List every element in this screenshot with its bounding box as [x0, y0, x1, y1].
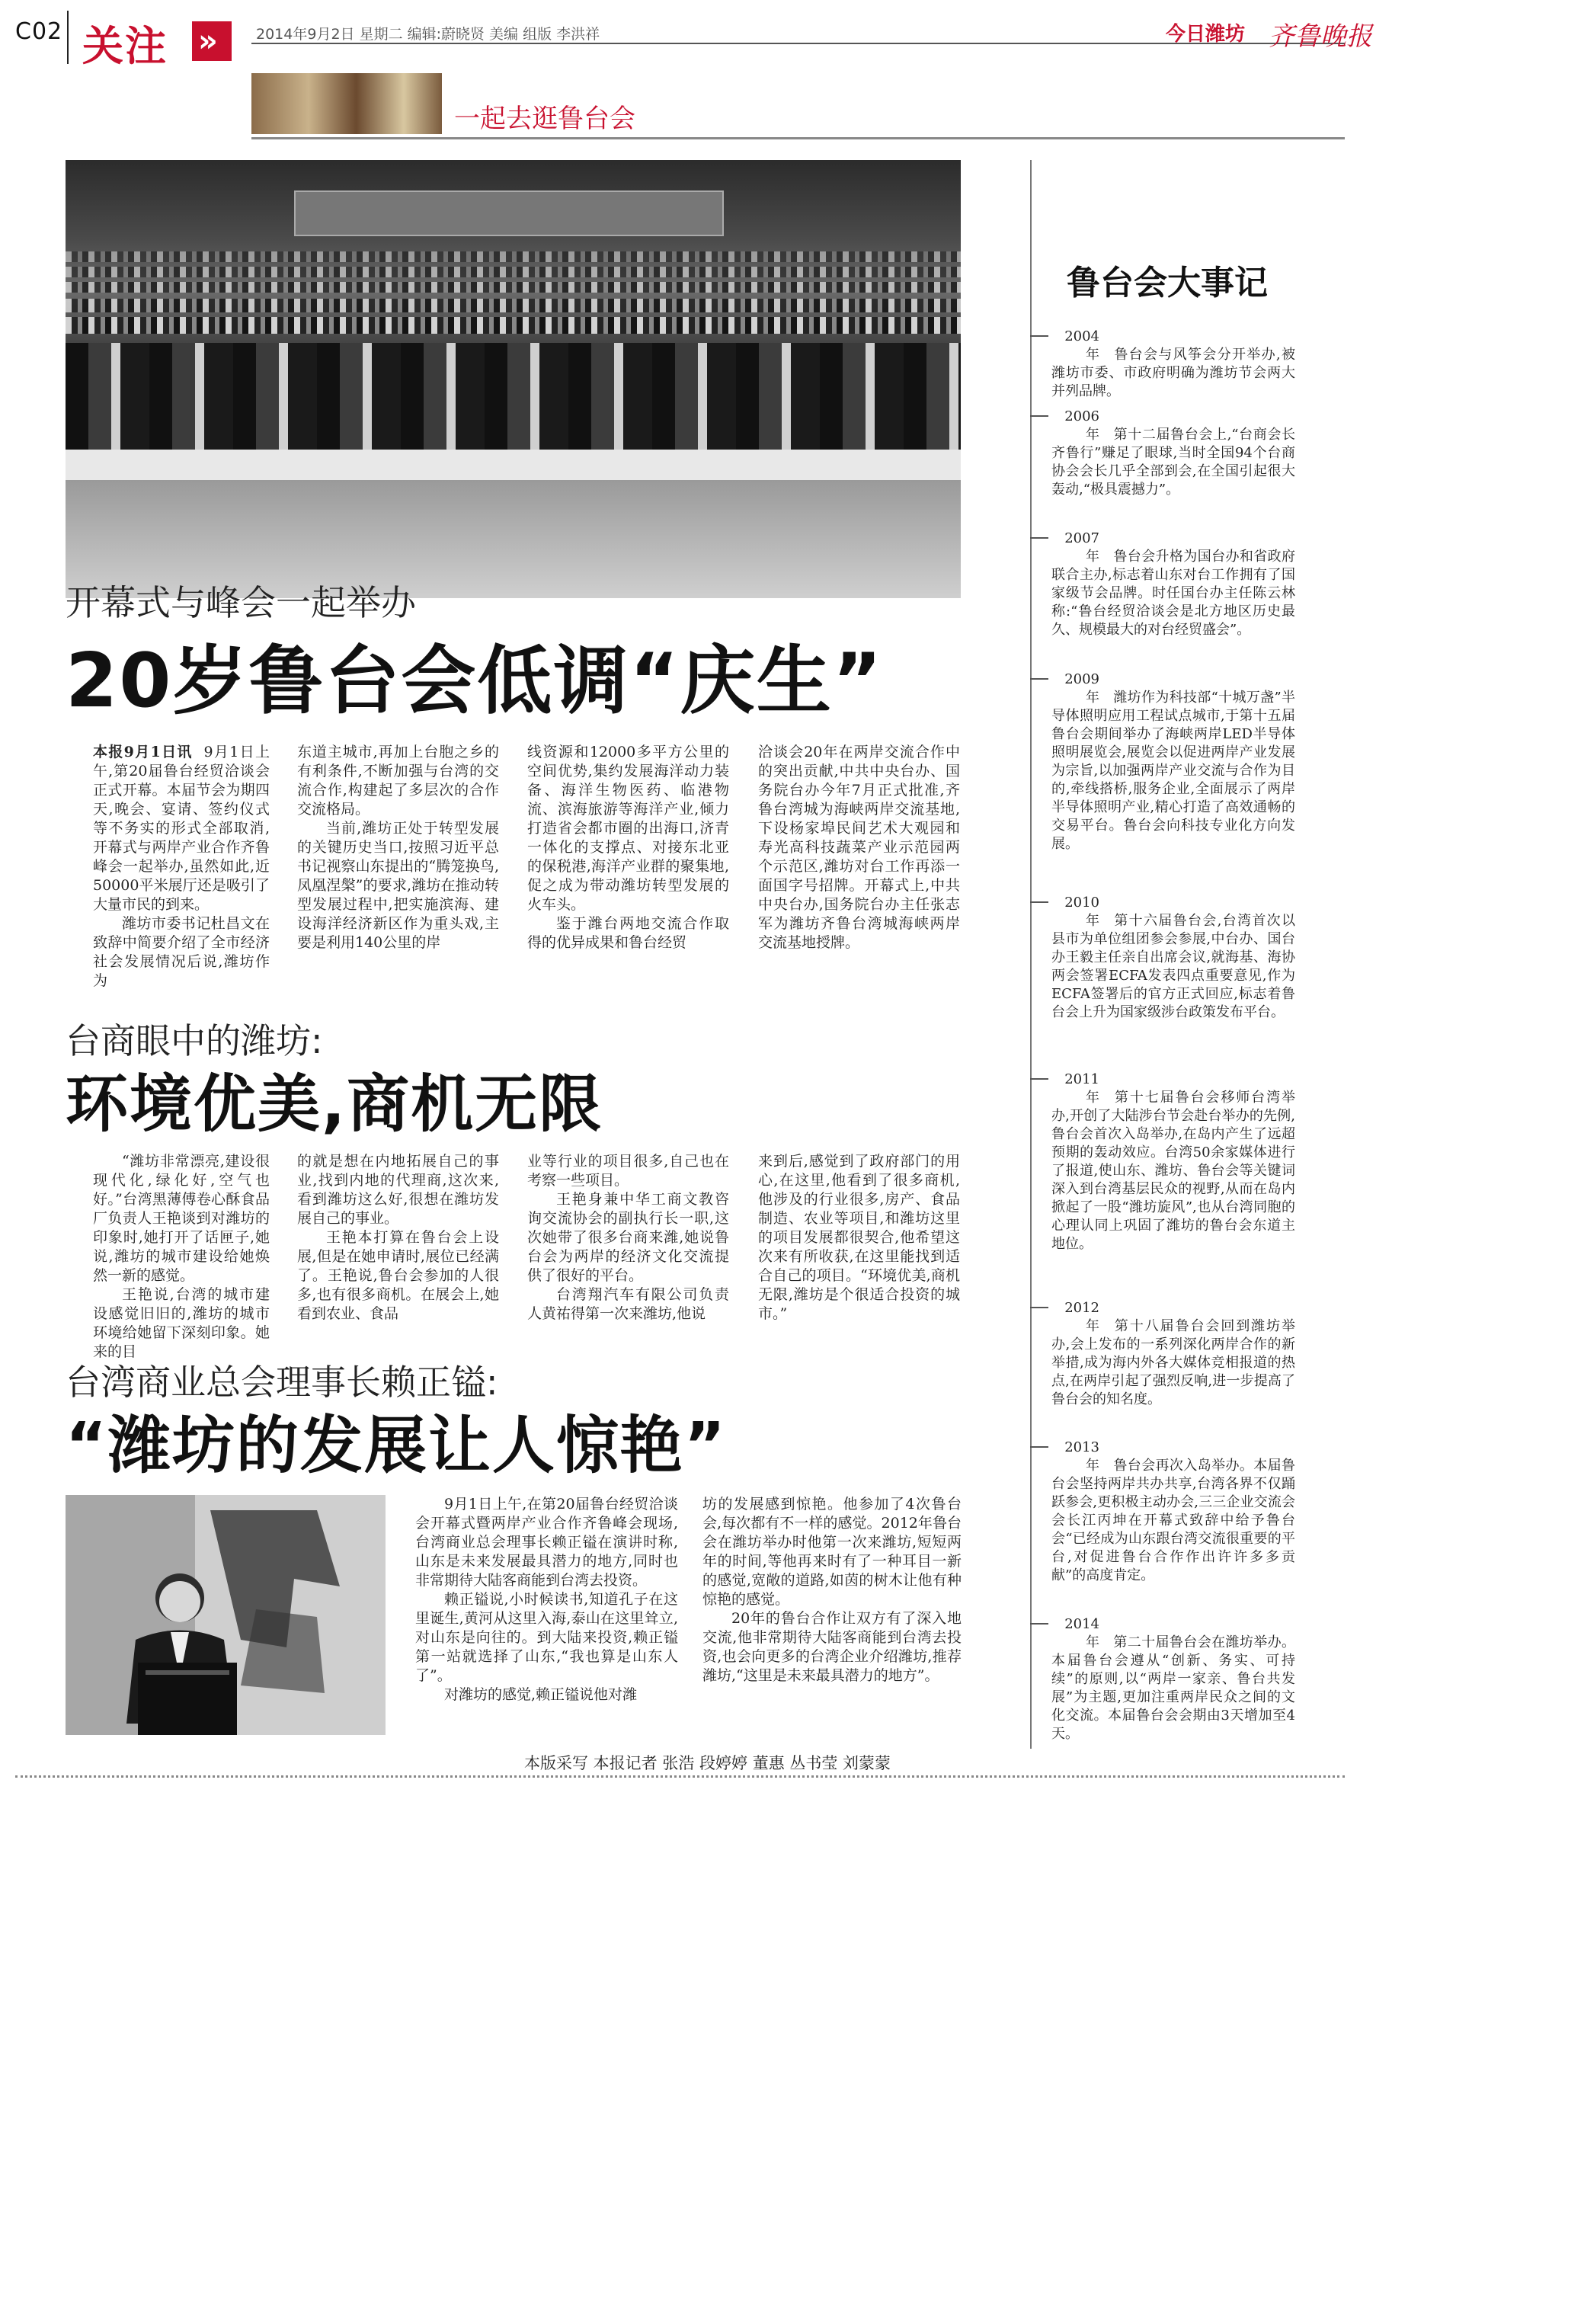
timeline-event: [1051, 530, 1295, 639]
timeline-event: [1051, 1071, 1295, 1253]
article3-column-1: [415, 1495, 678, 1705]
paragraph: 王艳身兼中华工商文教咨询交流协会的副执行长一职,这次她带了很多台商来潍,她说鲁台会为两岸的经济文化交流提供了很好的平台。: [527, 1191, 729, 1284]
audience-row: [66, 317, 961, 334]
audience-row: [66, 299, 961, 312]
opening-ceremony-photo: [66, 160, 961, 598]
audience-row: [66, 282, 961, 293]
paragraph: 9月1日上午,第20届鲁台经贸洽谈会正式开幕。本届节会为期四天,晚会、宴请、签约仪式等不务实的形式全部取消,开幕式与两岸产业合作齐鲁峰会一起举办,虽然如此,近50000平米展厅还是吸引了大量市民的到来。: [93, 744, 270, 913]
timeline-tick: [1030, 1078, 1048, 1080]
paragraph: 潍坊市委书记杜昌文在致辞中简要介绍了全市经济社会发展情况后说,潍坊作为: [93, 915, 270, 989]
feature-thumbnail-image: [251, 73, 442, 134]
sidebar-divider: [1030, 160, 1032, 1749]
event-text: 鲁台会再次入岛举办。本届鲁台会坚持两岸共办共享,台湾各界不仅踊跃参会,更积极主动办会,三三企业交流会会长江丙坤在开幕式致辞中给予鲁台会“已经成为山东跟台湾交流很重要的平台,对促进鲁台合作作出许许多多贡献”的高度肯定。: [1051, 1458, 1295, 1583]
timeline-tick: [1030, 1307, 1048, 1308]
page-number: C02: [15, 18, 63, 45]
timeline-tick: [1030, 678, 1048, 680]
article3-kicker: 台湾商业总会理事长赖正镒:: [66, 1362, 498, 1403]
header-bottom-rule: [251, 137, 1345, 139]
issue-meta: 2014年9月2日 星期二 编辑:蔚晓贤 美编 组版 李洪祥: [256, 26, 600, 43]
article3-headline: “潍坊的发展让人惊艳”: [66, 1410, 727, 1482]
event-year: 2007年: [1064, 530, 1099, 565]
paragraph: 台湾翔汽车有限公司负责人黄祐得第一次来潍坊,他说: [527, 1286, 729, 1322]
paragraph: 洽谈会20年在两岸交流合作中的突出贡献,中共中央台办、国务院台办今年7月正式批准,齐鲁台湾城为海峡两岸交流基地,下设杨家埠民间艺术大观园和寿光高科技蔬菜产业示范园两个示范区,潍坊对台工作再添一面国字号招牌。开幕式上,中共中央台办,国务院台办主任张志军为潍坊齐鲁台湾城海峡两岸交流基地授牌。: [758, 744, 960, 951]
sidebar-title: 鲁台会大事记: [1067, 264, 1268, 303]
event-year: 2010年: [1064, 895, 1099, 929]
event-year: 2004年: [1064, 328, 1099, 363]
article1-column-4: [758, 743, 960, 952]
byline: 本版采写 本报记者 张浩 段婷婷 董惠 丛书莹 刘蒙蒙: [524, 1754, 891, 1772]
paragraph: 当前,潍坊正处于转型发展的关键历史当口,按照习近平总书记视察山东提出的“腾笼换鸟,凤凰涅槃”的要求,潍坊在推动转型发展过程中,把实施滨海、建设海洋经济新区作为重头戏,主要是利用140公里的岸: [297, 820, 499, 951]
event-text: 第十二届鲁台会上,“台商会长齐鲁行”赚足了眼球,当时全国94个台商协会会长几乎全部到会,在全国引起很大轰动,“极具震撼力”。: [1051, 427, 1295, 498]
event-year: 2014年: [1064, 1616, 1099, 1650]
dateline: 本报9月1日讯: [93, 744, 193, 760]
event-year: 2012年: [1064, 1300, 1099, 1334]
article1-headline: 20岁鲁台会低调“庆生”: [66, 638, 884, 725]
paragraph: 9月1日上午,在第20届鲁台经贸洽谈会开幕式暨两岸产业合作齐鲁峰会现场,台湾商业总会理事长赖正镒在演讲时称,山东是未来发展最具潜力的地方,同时也非常期待大陆客商能到台湾去投资。: [415, 1496, 678, 1589]
article2-column-3: [527, 1152, 729, 1324]
front-table: [66, 450, 961, 480]
event-year: 2006年: [1064, 408, 1099, 443]
page-bottom-rule: [15, 1775, 1345, 1778]
article2-column-4: [758, 1152, 960, 1324]
paragraph: 鉴于潍台两地交流合作取得的优异成果和鲁台经贸: [527, 915, 729, 951]
timeline-tick: [1030, 537, 1048, 539]
feature-title: 一起去逛鲁台会: [454, 104, 635, 134]
timeline-tick: [1030, 415, 1048, 417]
paragraph: 线资源和12000多平方公里的空间优势,集约发展海洋动力装备、海洋生物医药、临港物流、滨海旅游等海洋产业,倾力打造省会都市圈的出海口,济青一体化的支撑点、对接东北亚的保税港,海洋产业群的聚集地,促之成为带动潍坊转型发展的火车头。: [527, 744, 729, 913]
event-year: 2009年: [1064, 671, 1099, 706]
article2-headline: 环境优美,商机无限: [66, 1068, 603, 1141]
article2-kicker: 台商眼中的潍坊:: [66, 1020, 323, 1061]
article1-column-1: [93, 743, 270, 991]
newspaper-logo: 齐鲁晚报: [1269, 21, 1372, 52]
timeline-event: [1051, 1615, 1295, 1743]
event-text: 鲁台会升格为国台办和省政府联合主办,标志着山东对台工作拥有了国家级节会品牌。时任国台办主任陈云林称:“鲁台经贸洽谈会是北方地区历史最久、规模最大的对台经贸盛会”。: [1051, 549, 1295, 638]
article3-column-2: [702, 1495, 962, 1685]
paragraph: 坊的发展感到惊艳。他参加了4次鲁台会,每次都有不一样的感觉。2012年鲁台会在潍坊举办时他第一次来潍坊,短短两年的时间,等他再来时有了一种耳目一新的感觉,宽敞的道路,如茵的树木让他有种惊艳的感觉。: [702, 1496, 962, 1608]
article2-column-1: [93, 1152, 270, 1362]
event-text: 第二十届鲁台会在潍坊举办。本届鲁台会遵从“创新、务实、可持续”的原则,以“两岸一家亲、鲁台共发展”为主题,更加注重两岸民众之间的文化交流。本届鲁台会会期由3天增加至4天。: [1051, 1634, 1295, 1742]
timeline-tick: [1030, 1446, 1048, 1448]
article1-column-2: [297, 743, 499, 952]
timeline-tick: [1030, 335, 1048, 337]
event-text: 潍坊作为科技部“十城万盏”半导体照明应用工程试点城市,于第十五届鲁台会期间举办了海峡两岸LED半导体照明展览会,展览会以促进两岸产业发展为宗旨,以加强两岸产业交流与合作为目的,牵线搭桥,服务企业,全面展示了两岸半导体照明产业,精心打造了高效通畅的交易平台。鲁台会向科技专业化方向发展。: [1051, 690, 1295, 852]
speaker-illustration: [66, 1495, 386, 1735]
paragraph: 王艳本打算在鲁台会上设展,但是在她申请时,展位已经满了。王艳说,鲁台会参加的人很多,也有很多商机。在展会上,她看到农业、食品: [297, 1229, 499, 1322]
paragraph: 东道主城市,再加上台胞之乡的有利条件,不断加强与台湾的交流合作,构建起了多层次的合作交流格局。: [297, 744, 499, 818]
paragraph: 赖正镒说,小时候读书,知道孔子在这里诞生,黄河从这里入海,泰山在这里耸立,对山东是向往的。到大陆来投资,赖正镒第一站就选择了山东,“我也算是山东人了”。: [415, 1591, 678, 1684]
paragraph: 的就是想在内地拓展自己的事业,找到内地的代理商,这次来,看到潍坊这么好,很想在潍坊发展自己的事业。: [297, 1153, 499, 1227]
timeline-event: [1051, 1299, 1295, 1409]
paragraph: “潍坊非常漂亮,建设很现代化,绿化好,空气也好。”台湾黑薄傅卷心酥食品厂负责人王艳谈到对潍坊的印象时,她打开了话匣子,她说,潍坊的城市建设给她焕然一新的感觉。: [93, 1153, 270, 1284]
timeline-event: [1051, 671, 1295, 853]
audience-row: [66, 251, 961, 262]
paragraph: 来到后,感觉到了政府部门的用心,在这里,他看到了很多商机,他涉及的行业很多,房产、食品制造、农业等项目,和潍坊这里的项目发展都很契合,他希望这次来有所收获,在这里能找到适合自己的项目。“环境优美,商机无限,潍坊是个很适合投资的城市。”: [758, 1153, 960, 1322]
event-text: 第十八届鲁台会回到潍坊举办,会上发布的一系列深化两岸合作的新举措,成为海内外各大媒体竞相报道的热点,在两岸引起了强烈反响,进一步提高了鲁台会的知名度。: [1051, 1318, 1295, 1407]
event-text: 第十七届鲁台会移师台湾举办,开创了大陆涉台节会赴台举办的先例,鲁台会首次入岛举办,在岛内产生了远超预期的轰动效应。台湾50余家媒体进行了报道,使山东、潍坊、鲁台会等关键词深入到台湾基层民众的视野,从而在岛内掀起了一股“潍坊旋风”,也从台湾同胞的心理认同上巩固了潍坊的鲁台会东道主地位。: [1051, 1090, 1295, 1252]
timeline-event: [1051, 894, 1295, 1022]
speaker-photo: [66, 1495, 386, 1735]
arrow-glyph: »: [198, 24, 218, 59]
paragraph: 业等行业的项目很多,自己也在考察一些项目。: [527, 1153, 729, 1189]
event-text: 鲁台会与风筝会分开举办,被潍坊市委、市政府明确为潍坊节会两大并列品牌。: [1051, 347, 1295, 399]
event-text: 第十六届鲁台会,台湾首次以县市为单位组团参会参展,中台办、国台办王毅主任亲自出席会议,就海基、海协两会签署ECFA发表四点重要意见,作为ECFA签署后的官方正式回应,标志着鲁台会上升为国家级涉台政策发布平台。: [1051, 913, 1295, 1020]
paragraph: 对潍坊的感觉,赖正镒说他对潍: [444, 1686, 638, 1703]
timeline-tick: [1030, 1623, 1048, 1625]
event-year: 2013年: [1064, 1439, 1099, 1474]
timeline-tick: [1030, 901, 1048, 903]
event-year: 2011年: [1064, 1071, 1099, 1106]
header-divider: [67, 11, 69, 64]
timeline-event: [1051, 328, 1295, 401]
audience-row: [66, 267, 961, 277]
article2-column-2: [297, 1152, 499, 1324]
timeline-event: [1051, 408, 1295, 499]
front-row-guests: [66, 343, 961, 457]
article1-column-3: [527, 743, 729, 952]
section-title: 关注: [82, 22, 168, 70]
stage-banner: [294, 190, 724, 236]
article1-kicker: 开幕式与峰会一起举办: [66, 582, 416, 623]
paragraph: 20年的鲁台合作让双方有了深入地交流,他非常期待大陆客商能到台湾去投资,也会向更多的台湾企业介绍潍坊,推荐潍坊,“这里是未来最具潜力的地方”。: [702, 1610, 962, 1684]
section-arrow-icon: [192, 21, 232, 61]
paragraph: 王艳说,台湾的城市建设感觉旧旧的,潍坊的城市环境给她留下深刻印象。她来的目: [93, 1286, 270, 1360]
timeline-event: [1051, 1439, 1295, 1585]
column-label: 今日潍坊: [1166, 23, 1246, 46]
